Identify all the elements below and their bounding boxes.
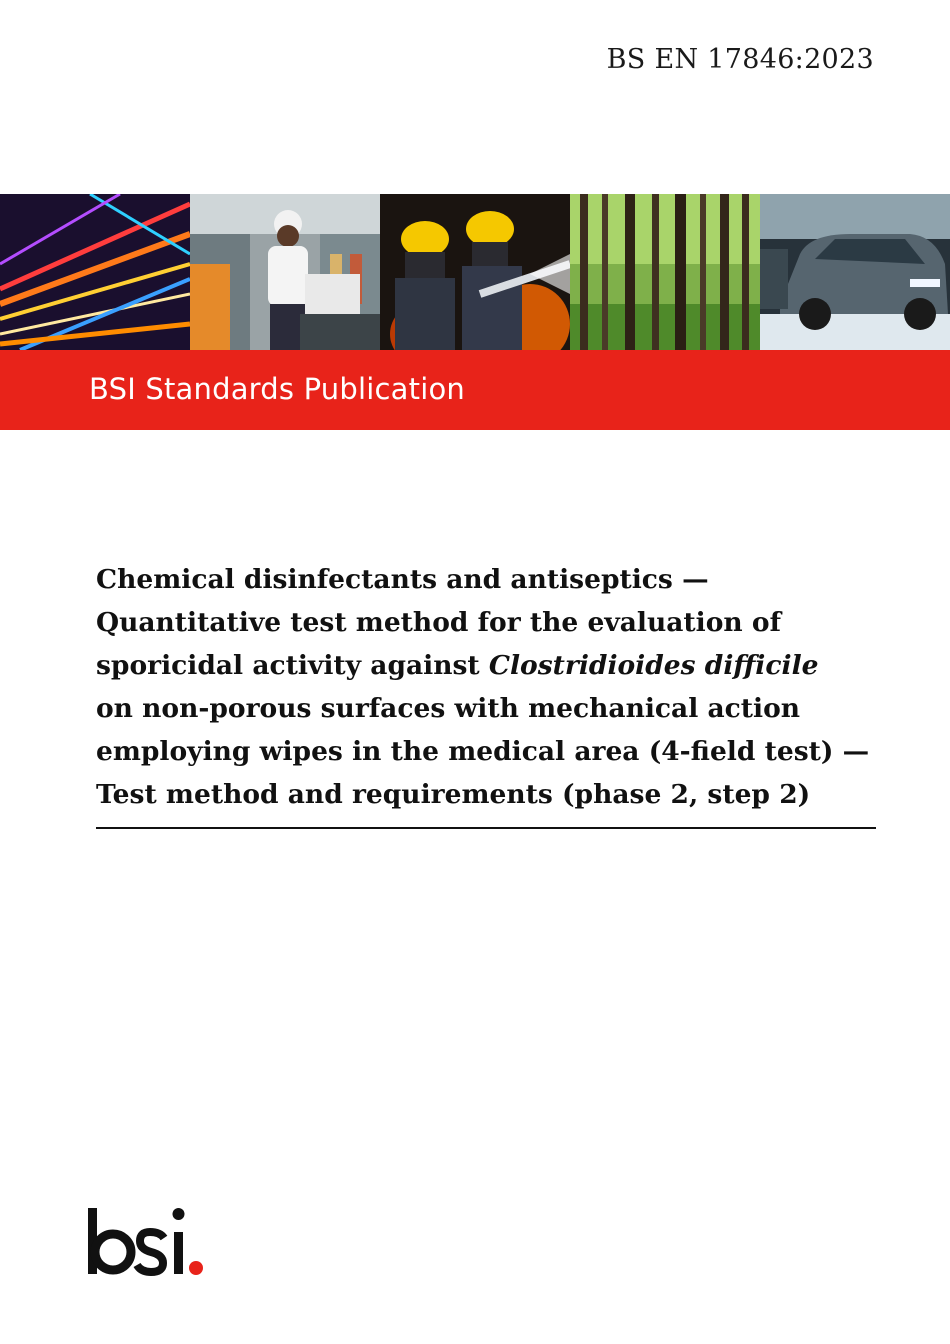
banner-title: BSI Standards Publication — [89, 372, 465, 406]
title-line-2: Quantitative test method for the evaluation of — [96, 607, 781, 638]
photo-strip — [0, 194, 950, 350]
light-trails-photo — [0, 194, 190, 350]
title-line-3-prefix: sporicidal activity against — [96, 650, 489, 681]
forest-photo — [570, 194, 760, 350]
publication-banner — [0, 350, 950, 430]
title-line-5: employing wipes in the medical area (4-field test) — — [96, 736, 870, 767]
title-line-4: on non-porous surfaces with mechanical action — [96, 693, 801, 724]
organism-name: Clostridioides difficile — [488, 650, 819, 681]
firefighters-photo — [380, 194, 570, 350]
title-divider — [96, 827, 876, 829]
standard-number: BS EN 17846:2023 — [606, 44, 874, 75]
title-line-6: Test method and requirements (phase 2, step 2) — [96, 779, 811, 810]
car-assembly-photo — [760, 194, 950, 350]
title-line-3 — [96, 644, 886, 687]
document-title — [96, 558, 886, 816]
title-line-1: Chemical disinfectants and antiseptics — — [96, 564, 709, 595]
warehouse-worker-photo — [190, 194, 380, 350]
bsi-logo — [86, 1196, 216, 1286]
